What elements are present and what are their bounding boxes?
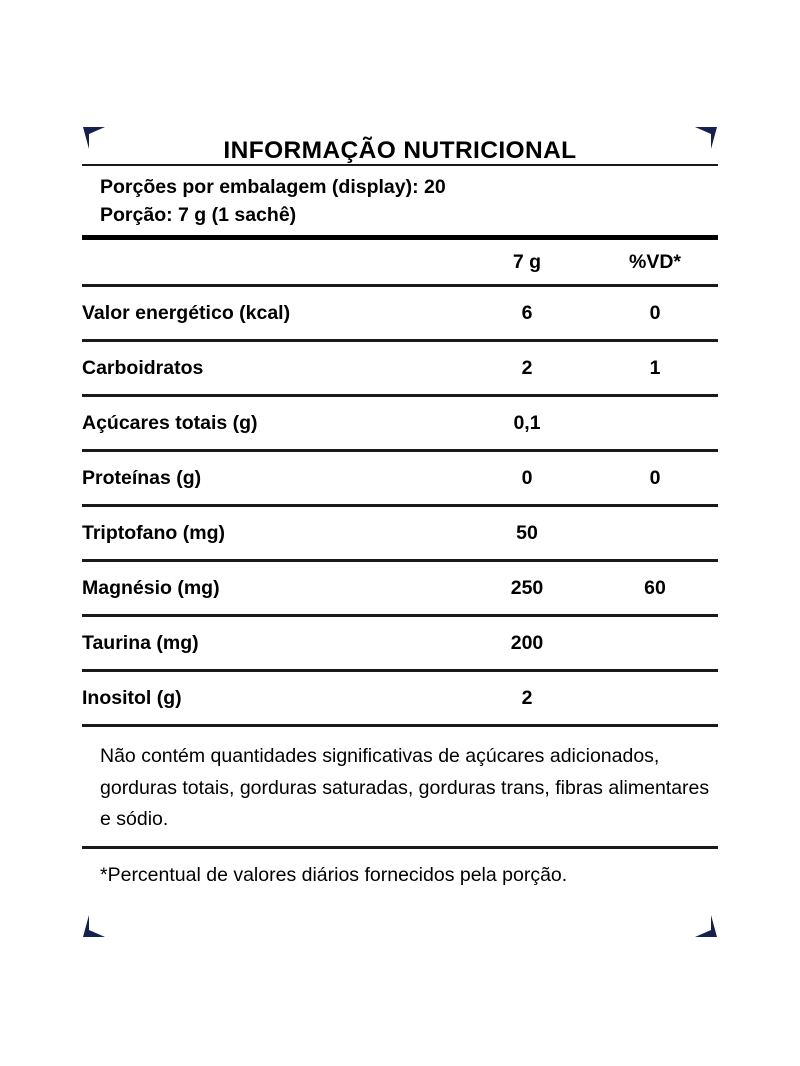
table-header-row — [82, 240, 718, 286]
serving-information-block — [82, 166, 718, 236]
column-header-daily-value: %VD* — [628, 251, 682, 274]
nutrition-label-title: INFORMAÇÃO NUTRICIONAL — [223, 137, 577, 164]
nutrient-name: Inositol (g) — [82, 671, 462, 725]
nutrient-daily-value — [592, 616, 718, 671]
nutrient-amount: 50 — [462, 506, 592, 561]
nutrient-amount: 2 — [462, 671, 592, 725]
nutrient-daily-value — [592, 396, 718, 451]
nutrient-name: Magnésio (mg) — [82, 561, 462, 616]
nutrient-amount: 6 — [462, 286, 592, 341]
nutrient-amount: 250 — [462, 561, 592, 616]
table-row — [82, 396, 718, 451]
nutrient-daily-value — [592, 671, 718, 725]
nutrient-daily-value — [592, 506, 718, 561]
daily-value-note-text: *Percentual de valores diários fornecidos pela porção. — [100, 863, 568, 886]
corner-bracket-bottom-left-icon — [83, 915, 105, 937]
column-header-amount: 7 g — [512, 251, 542, 274]
disclaimer-text: Não contém quantidades significativas de açúcares adicionados, gorduras totais, gorduras saturadas, gorduras trans, fibras alimentares e sódio. — [100, 745, 710, 831]
serving-size-text: Porção: 7 g (1 sachê) — [100, 203, 297, 226]
nutrient-name: Carboidratos — [82, 341, 462, 396]
nutrient-name: Valor energético (kcal) — [82, 286, 462, 341]
nutrient-name: Taurina (mg) — [82, 616, 462, 671]
table-row — [82, 451, 718, 506]
nutrient-name: Açúcares totais (g) — [82, 396, 462, 451]
nutrient-amount: 2 — [462, 341, 592, 396]
table-row — [82, 561, 718, 616]
nutrient-daily-value: 1 — [592, 341, 718, 396]
table-row — [82, 616, 718, 671]
table-row — [82, 286, 718, 341]
table-row — [82, 671, 718, 725]
nutrient-name: Proteínas (g) — [82, 451, 462, 506]
nutrient-daily-value: 60 — [592, 561, 718, 616]
servings-per-package-text: Porções por embalagem (display): 20 — [100, 175, 446, 198]
nutrient-name: Triptofano (mg) — [82, 506, 462, 561]
nutrient-daily-value: 0 — [592, 451, 718, 506]
corner-bracket-bottom-right-icon — [695, 915, 717, 937]
table-row — [82, 506, 718, 561]
nutrition-table — [82, 240, 718, 724]
nutrition-facts-panel — [82, 126, 718, 938]
nutrient-daily-value: 0 — [592, 286, 718, 341]
column-header-nutrient — [82, 240, 462, 286]
nutrient-amount: 0 — [462, 451, 592, 506]
nutrient-amount: 200 — [462, 616, 592, 671]
table-row — [82, 341, 718, 396]
nutrient-amount: 0,1 — [462, 396, 592, 451]
